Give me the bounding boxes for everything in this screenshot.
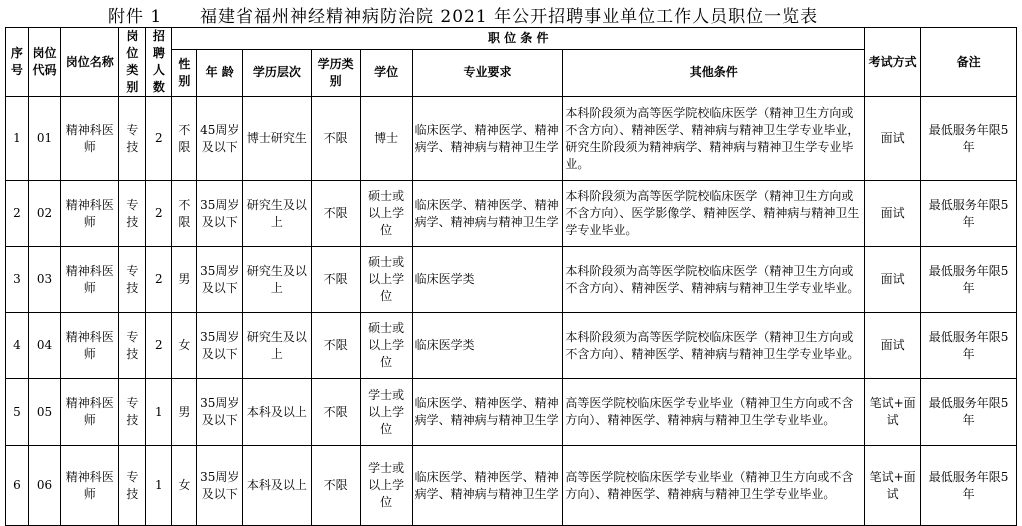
cell-remark: 最低服务年限5年 <box>921 379 1017 446</box>
header-code: 岗位代码 <box>28 28 60 97</box>
header-name: 岗位名称 <box>61 28 119 97</box>
cell-remark: 最低服务年限5年 <box>921 97 1017 181</box>
cell-count: 2 <box>146 313 172 379</box>
header-major: 专业要求 <box>412 49 563 96</box>
cell-other: 高等医学院校临床医学专业毕业（精神卫生方向或不含方向）、精神医学、精神病与精神卫生学专业毕业。 <box>563 446 865 526</box>
cell-gender: 女 <box>172 446 197 526</box>
cell-major: 临床医学类 <box>412 313 563 379</box>
cell-other: 本科阶段须为高等医学院校临床医学（精神卫生方向或不含方向）、精神医学、精神病与精神卫生学专业毕业。 <box>563 247 865 313</box>
cell-other: 本科阶段须为高等医学院校临床医学（精神卫生方向或不含方向）、医学影像学、精神医学、精神病与精神卫生学专业毕业。 <box>563 181 865 247</box>
header-other: 其他条件 <box>563 49 865 96</box>
cell-education: 博士研究生 <box>243 97 312 181</box>
cell-count: 2 <box>146 247 172 313</box>
cell-edu-type: 不限 <box>311 97 360 181</box>
header-conditions: 职 位 条 件 <box>172 28 865 50</box>
cell-name: 精神科医师 <box>61 446 119 526</box>
cell-edu-type: 不限 <box>311 446 360 526</box>
header-degree: 学位 <box>360 49 412 96</box>
cell-seq: 2 <box>6 181 29 247</box>
cell-degree: 硕士或以上学位 <box>360 313 412 379</box>
cell-count: 1 <box>146 446 172 526</box>
cell-major: 临床医学、精神医学、精神病学、精神病与精神卫生学 <box>412 446 563 526</box>
cell-seq: 4 <box>6 313 29 379</box>
cell-category: 专技 <box>119 97 146 181</box>
cell-exam: 面试 <box>865 97 921 181</box>
cell-count: 2 <box>146 97 172 181</box>
cell-age: 35周岁及以下 <box>197 446 243 526</box>
cell-seq: 6 <box>6 446 29 526</box>
cell-other: 高等医学院校临床医学专业毕业（精神卫生方向或不含方向）、精神医学、精神病与精神卫生学专业毕业。 <box>563 379 865 446</box>
cell-name: 精神科医师 <box>61 379 119 446</box>
cell-code: 02 <box>28 181 60 247</box>
table-row <box>6 379 1017 446</box>
cell-seq: 3 <box>6 247 29 313</box>
cell-degree: 学士或以上学位 <box>360 379 412 446</box>
cell-gender: 女 <box>172 313 197 379</box>
header-education: 学历层次 <box>243 49 312 96</box>
cell-education: 研究生及以上 <box>243 247 312 313</box>
cell-major: 临床医学、精神医学、精神病学、精神病与精神卫生学 <box>412 379 563 446</box>
cell-exam: 笔试+面试 <box>865 446 921 526</box>
header-remark: 备注 <box>921 28 1017 97</box>
table-row <box>6 97 1017 181</box>
cell-edu-type: 不限 <box>311 181 360 247</box>
header-exam: 考试方式 <box>865 28 921 97</box>
cell-education: 本科及以上 <box>243 379 312 446</box>
cell-remark: 最低服务年限5年 <box>921 313 1017 379</box>
cell-name: 精神科医师 <box>61 313 119 379</box>
cell-category: 专技 <box>119 379 146 446</box>
cell-age: 35周岁及以下 <box>197 313 243 379</box>
cell-gender: 男 <box>172 379 197 446</box>
cell-name: 精神科医师 <box>61 97 119 181</box>
header-age: 年 龄 <box>197 49 243 96</box>
cell-exam: 面试 <box>865 181 921 247</box>
header-category: 岗位类别 <box>119 28 146 97</box>
cell-category: 专技 <box>119 181 146 247</box>
cell-remark: 最低服务年限5年 <box>921 247 1017 313</box>
cell-code: 06 <box>28 446 60 526</box>
cell-other: 本科阶段须为高等医学院校临床医学（精神卫生方向或不含方向）、精神医学、精神病与精神卫生学专业毕业。 <box>563 313 865 379</box>
cell-edu-type: 不限 <box>311 313 360 379</box>
cell-category: 专技 <box>119 446 146 526</box>
table-title: 福建省福州神经精神病防治院 2021 年公开招聘事业单位工作人员职位一览表 <box>200 7 819 27</box>
cell-exam: 笔试+面试 <box>865 379 921 446</box>
cell-code: 01 <box>28 97 60 181</box>
cell-degree: 博士 <box>360 97 412 181</box>
cell-name: 精神科医师 <box>61 181 119 247</box>
cell-name: 精神科医师 <box>61 247 119 313</box>
cell-remark: 最低服务年限5年 <box>921 181 1017 247</box>
cell-major: 临床医学、精神医学、精神病学、精神病与精神卫生学 <box>412 181 563 247</box>
cell-degree: 硕士或以上学位 <box>360 181 412 247</box>
cell-edu-type: 不限 <box>311 379 360 446</box>
cell-education: 研究生及以上 <box>243 313 312 379</box>
cell-education: 本科及以上 <box>243 446 312 526</box>
positions-table <box>5 27 1017 526</box>
cell-degree: 学士或以上学位 <box>360 446 412 526</box>
cell-major: 临床医学类 <box>412 247 563 313</box>
cell-age: 35周岁及以下 <box>197 379 243 446</box>
cell-exam: 面试 <box>865 247 921 313</box>
cell-other: 本科阶段须为高等医学院校临床医学（精神卫生方向或不含方向）、精神医学、精神病与精神卫生学专业毕业，研究生阶段须为精神病学、精神病与精神卫生学专业毕业。 <box>563 97 865 181</box>
cell-category: 专技 <box>119 247 146 313</box>
cell-education: 研究生及以上 <box>243 181 312 247</box>
cell-code: 04 <box>28 313 60 379</box>
document-title <box>0 0 1022 28</box>
header-seq: 序号 <box>6 28 29 97</box>
cell-exam: 面试 <box>865 313 921 379</box>
cell-code: 05 <box>28 379 60 446</box>
cell-degree: 硕士或以上学位 <box>360 247 412 313</box>
cell-gender: 不限 <box>172 97 197 181</box>
table-row <box>6 247 1017 313</box>
header-edu-type: 学历类别 <box>311 49 360 96</box>
cell-age: 35周岁及以下 <box>197 247 243 313</box>
cell-code: 03 <box>28 247 60 313</box>
cell-seq: 5 <box>6 379 29 446</box>
header-row-1 <box>6 28 1017 50</box>
annex-label: 附件 1 <box>108 7 163 27</box>
cell-seq: 1 <box>6 97 29 181</box>
cell-count: 1 <box>146 379 172 446</box>
cell-age: 45周岁及以下 <box>197 97 243 181</box>
table-row <box>6 446 1017 526</box>
cell-gender: 不限 <box>172 181 197 247</box>
cell-count: 2 <box>146 181 172 247</box>
cell-remark: 最低服务年限5年 <box>921 446 1017 526</box>
cell-major: 临床医学、精神医学、精神病学、精神病与精神卫生学 <box>412 97 563 181</box>
cell-age: 35周岁及以下 <box>197 181 243 247</box>
header-gender: 性别 <box>172 49 197 96</box>
cell-category: 专技 <box>119 313 146 379</box>
cell-edu-type: 不限 <box>311 247 360 313</box>
cell-gender: 男 <box>172 247 197 313</box>
header-count: 招聘人数 <box>146 28 172 97</box>
table-row <box>6 313 1017 379</box>
table-row <box>6 181 1017 247</box>
